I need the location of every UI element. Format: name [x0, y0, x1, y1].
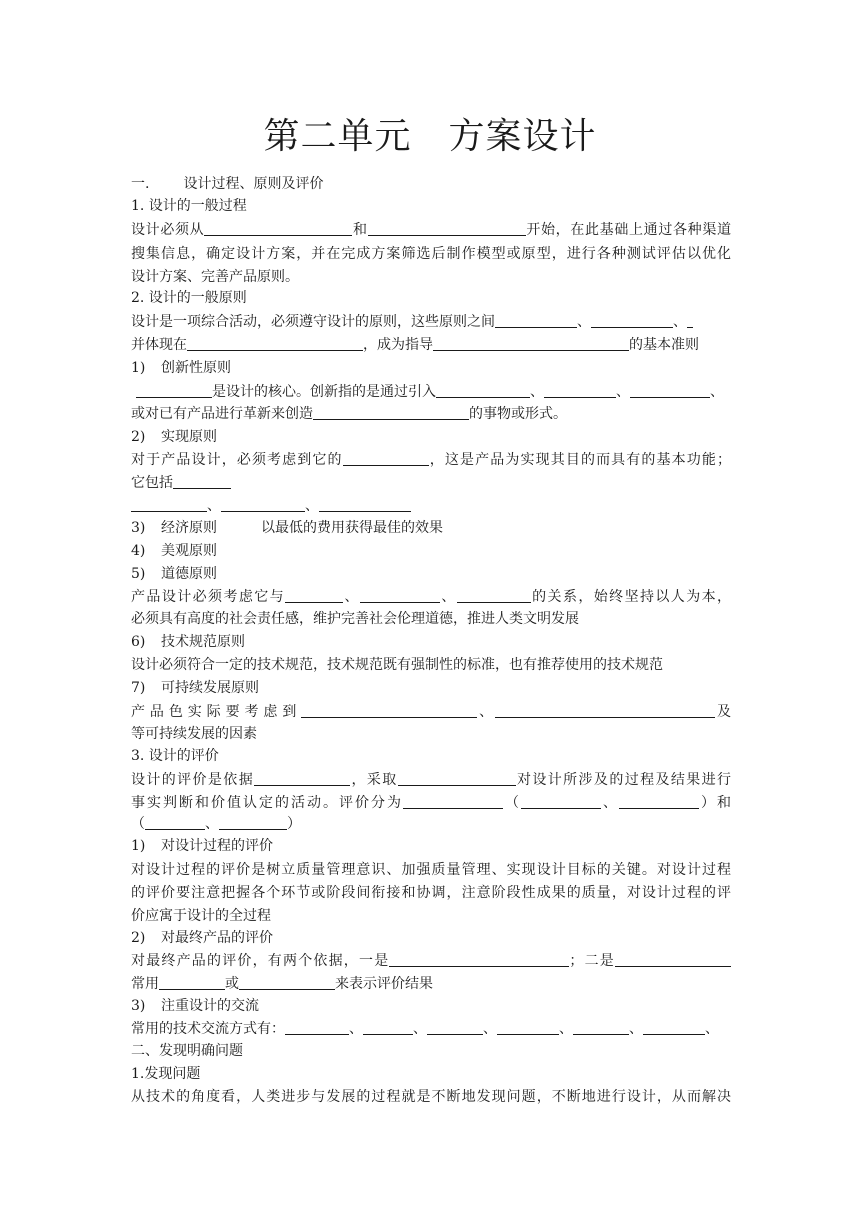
paragraph-line: 常用 或 来表示评价结果 [131, 976, 433, 992]
fill-blank [389, 952, 569, 967]
fill-blank [136, 383, 212, 398]
paragraph-line: 从技术的角度看，人类进步与发展的过程就是不断地发现问题，不断地进行设计，从而解决 [131, 1089, 731, 1105]
paragraph-line: 是设计的核心。创新指的是通过引入 、 、 、 [131, 382, 731, 402]
paragraph-line: 价应寓于设计的全过程 [131, 908, 271, 924]
fill-blank [457, 588, 531, 603]
paragraph-line: 必须具有高度的社会责任感，维护完善社会伦理道德，推进人类文明发展 [131, 611, 579, 627]
fill-blank [495, 313, 577, 328]
fill-blank [619, 794, 699, 809]
fill-blank [687, 313, 693, 328]
list-item: 7) 可持续发展原则 [131, 680, 259, 696]
paragraph-line: 等可持续发展的因素 [131, 726, 257, 742]
fill-blank [363, 1020, 413, 1035]
fill-blank [368, 221, 526, 236]
paragraph-line: 搜集信息，确定设计方案，并在完成方案筛选后制作模型或原型，进行各种测试评估以优化 [131, 246, 731, 262]
section-number: 一. [131, 176, 150, 192]
subheading-process: 1. 设计的一般过程 [131, 198, 247, 214]
list-item: 6) 技术规范原则 [131, 634, 245, 650]
paragraph-line: （ 、 ） [131, 816, 301, 832]
fill-blank [313, 405, 469, 420]
paragraph-line: 设计必须符合一定的技术规范，技术规范既有强制性的标准，也有推荐使用的技术规范 [131, 657, 663, 673]
list-item: 2) 实现原则 [131, 429, 217, 445]
fill-blank [630, 383, 710, 398]
page-title: 第二单元 方案设计 [263, 116, 597, 157]
fill-blank [398, 771, 516, 786]
fill-blank [173, 474, 231, 489]
list-item: 1) 对设计过程的评价 [131, 838, 273, 854]
fill-blank [436, 383, 530, 398]
paragraph-line: 设计必须从 和 开始，在此基础上通过各种渠道 [131, 222, 731, 238]
section-heading-text: 设计过程、原则及评价 [183, 176, 324, 192]
paragraph-line: 产品设计必须考虑它与 、 、 的关系，始终坚持以人为本， [131, 589, 731, 605]
paragraph-line: 事实判断和价值认定的活动。评价分为 （ 、 ）和 [131, 795, 731, 811]
list-item: 5) 道德原则 [131, 566, 217, 582]
subheading-find-problem: 1.发现问题 [131, 1066, 201, 1082]
fill-blank [159, 975, 225, 990]
paragraph-line: 设计的评价是依据 ，采取 对设计所涉及的过程及结果进行 [131, 772, 731, 788]
list-item: 1) 创新性原则 [131, 360, 231, 376]
fill-blank [204, 221, 352, 236]
fill-blank [573, 1020, 629, 1035]
paragraph-line: 、 、 [131, 496, 731, 516]
fill-blank [285, 588, 343, 603]
fill-blank [343, 451, 429, 466]
list-item: 2) 对最终产品的评价 [131, 930, 273, 946]
paragraph-line: 对设计过程的评价是树立质量管理意识、加强质量管理、实现设计目标的关键。对设计过程 [131, 862, 731, 878]
paragraph-line: 对最终产品的评价，有两个依据，一是 ；二是 [131, 951, 731, 971]
fill-blank [615, 952, 731, 967]
list-item: 4) 美观原则 [131, 543, 217, 559]
paragraph-line: 设计方案、完善产品原则。 [131, 269, 299, 285]
paragraph-line: 对于产品设计，必须考虑到它的 ，这是产品为实现其目的而具有的基本功能； [131, 452, 731, 468]
fill-blank [187, 336, 363, 351]
fill-blank [497, 1020, 559, 1035]
fill-blank [433, 336, 629, 351]
list-item: 3) 注重设计的交流 [131, 998, 259, 1014]
paragraph-line: 的评价要注意把握各个环节或阶段间衔接和协调，注意阶段性成果的质量，对设计过程的评 [131, 885, 731, 901]
subheading-principles: 2. 设计的一般原则 [131, 290, 247, 306]
fill-blank [495, 703, 715, 718]
section-heading-2: 二、发现明确问题 [131, 1043, 243, 1059]
fill-blank [360, 588, 440, 603]
paragraph-line: 并体现在 ，成为指导 的基本准则 [131, 337, 699, 353]
fill-blank [219, 815, 287, 830]
paragraph-line: 或对已有产品进行革新来创造 的事物或形式。 [131, 406, 567, 422]
fill-blank [643, 1020, 705, 1035]
fill-blank [131, 497, 207, 512]
subheading-evaluation: 3. 设计的评价 [131, 748, 219, 764]
paragraph-line: 产品色实际要考虑到 、 及 [131, 704, 731, 720]
fill-blank [239, 975, 335, 990]
list-item: 3) 经济原则 以最低的费用获得最佳的效果 [131, 520, 443, 536]
fill-blank [427, 1020, 483, 1035]
fill-blank [221, 497, 305, 512]
paragraph-line: 常用的技术交流方式有： 、 、 、 、 、 、 [131, 1021, 719, 1037]
fill-blank [285, 1020, 349, 1035]
section-heading-1 [131, 174, 731, 194]
fill-blank [301, 703, 477, 718]
paragraph-line: 设计是一项综合活动，必须遵守设计的原则，这些原则之间 、 、 [131, 312, 731, 332]
fill-blank [319, 497, 411, 512]
fill-blank [254, 771, 350, 786]
fill-blank [591, 313, 673, 328]
fill-blank [145, 815, 205, 830]
fill-blank [521, 794, 601, 809]
fill-blank [403, 794, 503, 809]
paragraph-line: 它包括 [131, 473, 731, 493]
fill-blank [544, 383, 616, 398]
